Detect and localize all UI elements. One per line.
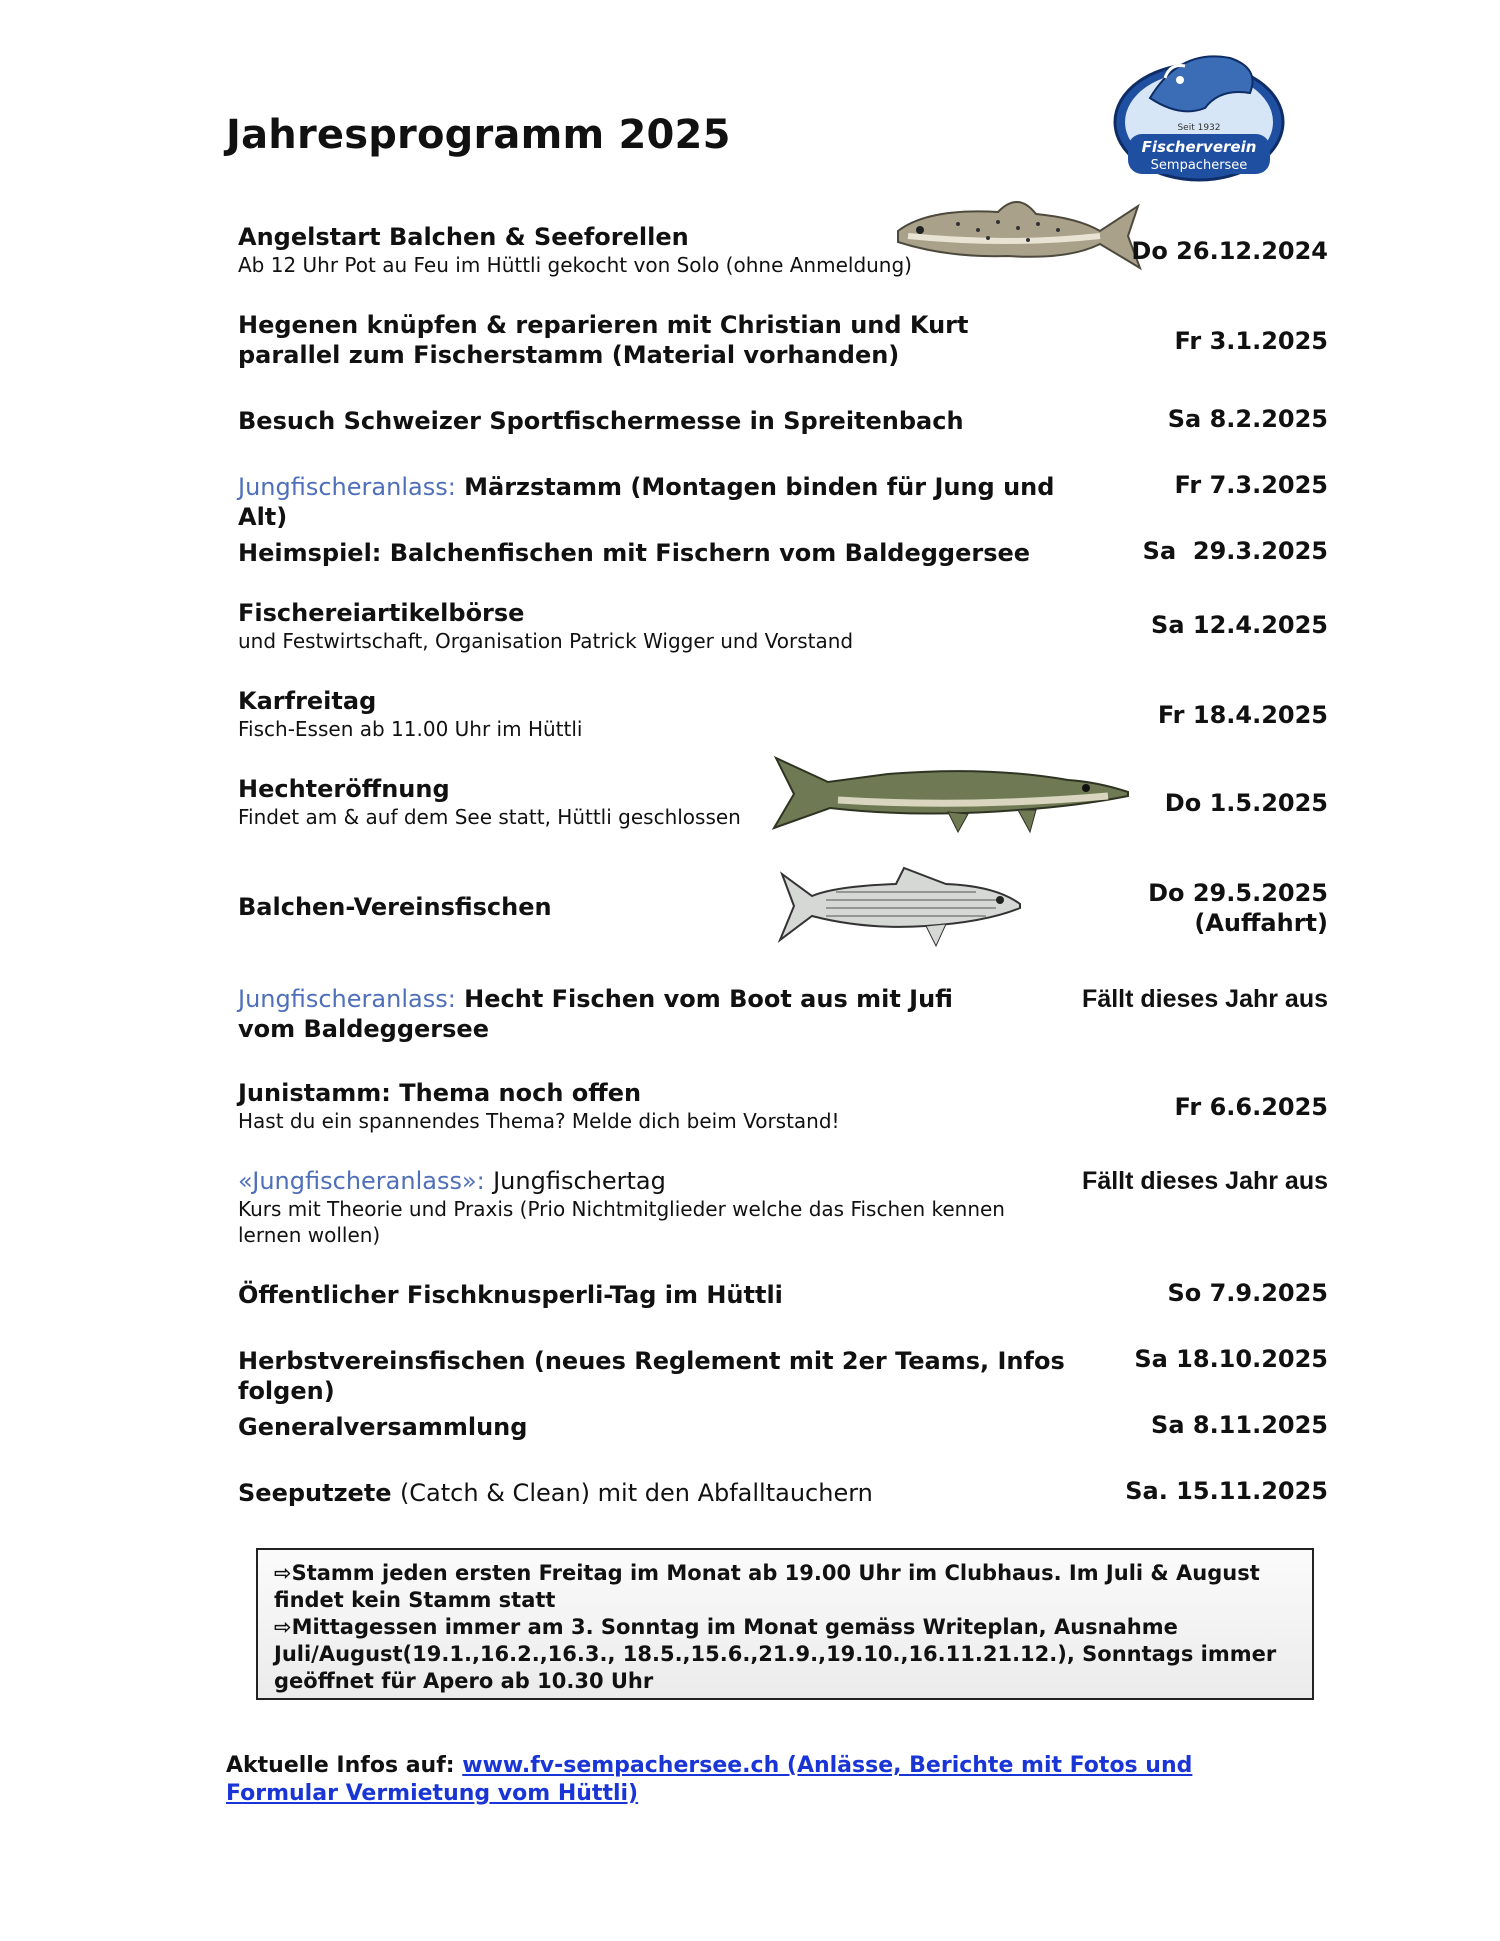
event-date: Sa 8.2.2025 — [1167, 405, 1328, 433]
event-row — [238, 1280, 1328, 1310]
event-date: Sa. 15.11.2025 — [1125, 1477, 1328, 1505]
event-title-rest: (Catch & Clean) mit den Abfalltauchern — [399, 1479, 873, 1507]
event-row — [238, 1078, 1328, 1134]
event-date: Do 29.5.2025 — [1148, 879, 1328, 907]
event-row — [238, 1412, 1328, 1442]
event-title: Besuch Schweizer Sportfischermesse in Spreitenbach — [238, 407, 964, 435]
event-title: Heimspiel: Balchenfischen mit Fischern vom Baldeggersee — [238, 539, 1031, 567]
event-date: Fällt dieses Jahr aus — [1082, 985, 1328, 1013]
event-row — [238, 686, 1328, 742]
event-title: Hechteröffnung — [238, 775, 450, 803]
event-title: Jungfischertag — [493, 1167, 666, 1195]
event-category: «Jungfischeranlass»: — [238, 1167, 485, 1195]
event-subtitle: Kurs mit Theorie und Praxis (Prio Nichtmitglieder welche das Fischen kennen lernen wollen) — [238, 1197, 1005, 1247]
event-date: Do 26.12.2024 — [1131, 237, 1328, 265]
event-title: Junistamm: Thema noch offen — [238, 1079, 642, 1107]
event-title: Öffentlicher Fischknusperli-Tag im Hüttli — [238, 1281, 783, 1309]
logo-since: Seit 1932 — [1177, 123, 1221, 133]
page-title: Jahresprogramm 2025 — [226, 112, 731, 158]
event-row — [238, 1166, 1328, 1248]
event-date: Sa 8.11.2025 — [1151, 1411, 1328, 1439]
website-link[interactable]: www.fv-sempachersee.ch (Anlässe, Berichte mit Fotos und Formular Vermietung vom Hüttli) — [226, 1753, 1193, 1806]
event-title: Generalversammlung — [238, 1413, 528, 1441]
event-row — [238, 984, 1328, 1044]
event-subtitle: Fisch-Essen ab 11.00 Uhr im Hüttli — [238, 717, 583, 741]
notes-box — [256, 1548, 1314, 1700]
event-row — [238, 406, 1328, 436]
event-row — [238, 222, 1328, 278]
club-logo — [1110, 38, 1288, 184]
footer-label: Aktuelle Infos auf: — [226, 1753, 455, 1778]
event-row — [238, 472, 1328, 532]
event-title: Karfreitag — [238, 687, 377, 715]
event-category: Jungfischeranlass: — [238, 985, 456, 1013]
event-subtitle: Ab 12 Uhr Pot au Feu im Hüttli gekocht von Solo (ohne Anmeldung) — [238, 253, 912, 277]
event-date: Fr 3.1.2025 — [1174, 327, 1328, 355]
event-date: So 7.9.2025 — [1167, 1279, 1328, 1307]
event-date-note: (Auffahrt) — [1194, 909, 1328, 937]
note-stamm: ⇨Stamm jeden ersten Freitag im Monat ab 19.00 Uhr im Clubhaus. Im Juli & August findet kein Stamm statt — [274, 1561, 1260, 1612]
event-date: Sa 29.3.2025 — [1142, 537, 1328, 565]
event-date: Do 1.5.2025 — [1164, 789, 1328, 817]
event-row — [238, 1478, 1328, 1508]
event-row — [238, 774, 1328, 830]
event-title: Märzstamm (Montagen binden für Jung und Alt) — [238, 473, 1055, 531]
event-date: Fr 7.3.2025 — [1174, 471, 1328, 499]
event-title: Seeputzete — [238, 1479, 392, 1507]
event-date: Fr 6.6.2025 — [1174, 1093, 1328, 1121]
event-date: Fällt dieses Jahr aus — [1082, 1167, 1328, 1195]
event-row — [238, 1346, 1328, 1406]
event-date: Sa 12.4.2025 — [1151, 611, 1328, 639]
event-title: Balchen-Vereinsfischen — [238, 893, 552, 921]
event-title: Herbstvereinsfischen (neues Reglement mit 2er Teams, Infos folgen) — [238, 1347, 1065, 1405]
event-category: Jungfischeranlass: — [238, 473, 456, 501]
logo-line2: Sempachersee — [1150, 158, 1248, 173]
event-subtitle: Findet am & auf dem See statt, Hüttli geschlossen — [238, 805, 741, 829]
note-mittagessen: ⇨Mittagessen immer am 3. Sonntag im Monat gemäss Writeplan, Ausnahme Juli/August(19.1.,16.2.,16.3., 18.5.,15.6.,21.9.,19.10.,16.11.21.12.), Sonntags immer geöffnet für Apero ab 10.30 Uhr — [274, 1615, 1277, 1693]
event-title: Fischereiartikelbörse — [238, 599, 525, 627]
event-date: Sa 18.10.2025 — [1134, 1345, 1328, 1373]
event-subtitle: und Festwirtschaft, Organisation Patrick Wigger und Vorstand — [238, 629, 854, 653]
event-row — [238, 598, 1328, 654]
event-title: Hecht Fischen vom Boot aus mit Jufi vom Baldeggersee — [238, 985, 953, 1043]
event-subtitle: Hast du ein spannendes Thema? Melde dich beim Vorstand! — [238, 1109, 840, 1133]
event-title: Hegenen knüpfen & reparieren mit Christian und Kurt parallel zum Fischerstamm (Material vorhanden) — [238, 311, 969, 369]
event-title: Angelstart Balchen & Seeforellen — [238, 223, 689, 251]
event-date: Fr 18.4.2025 — [1157, 701, 1328, 729]
event-row — [238, 310, 1328, 370]
event-row — [238, 879, 1328, 937]
event-row — [238, 538, 1328, 568]
logo-line1: Fischerverein — [1141, 138, 1257, 156]
footer — [226, 1752, 1286, 1808]
